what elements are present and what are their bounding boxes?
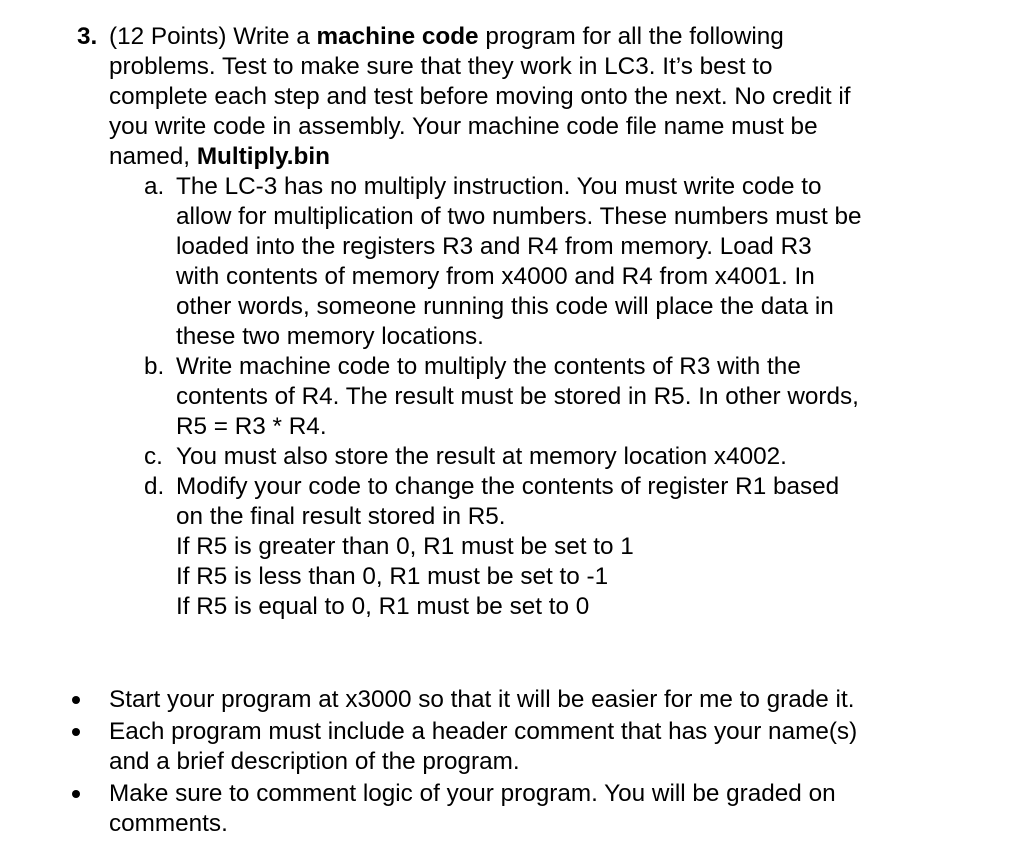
part-b-line: contents of R4. The result must be stored in R5. In other words, (176, 383, 859, 410)
part-a-line: these two memory locations. (176, 323, 484, 350)
part-b-line: Write machine code to multiply the contents of R3 with the (176, 353, 801, 380)
bullet-dot (72, 790, 80, 798)
bullet-line: Start your program at x3000 so that it will be easier for me to grade it. (109, 686, 855, 713)
part-c-marker: c. (144, 443, 163, 470)
part-a-line: with contents of memory from x4000 and R4 from x4001. In (176, 263, 815, 290)
bullet-dot (72, 696, 80, 704)
bullet-line: Each program must include a header comment that has your name(s) (109, 718, 858, 745)
part-a-line: The LC-3 has no multiply instruction. You must write code to (176, 173, 822, 200)
bullet-line: comments. (109, 810, 228, 837)
part-b-line: R5 = R3 * R4. (176, 413, 327, 440)
machine-code-emphasis: machine code (316, 23, 479, 50)
part-a-marker: a. (144, 173, 165, 200)
part-d-marker: d. (144, 473, 165, 500)
filename: Multiply.bin (196, 143, 330, 170)
part-d-line: If R5 is less than 0, R1 must be set to -1 (176, 563, 609, 590)
part-d-line: If R5 is greater than 0, R1 must be set to 1 (176, 533, 634, 560)
part-a-line: other words, someone running this code will place the data in (176, 293, 834, 320)
question-line: problems. Test to make sure that they work in LC3. It’s best to (109, 53, 773, 80)
bullet-line: Make sure to comment logic of your program. You will be graded on (109, 780, 836, 807)
question-line: you write code in assembly. Your machine code file name must be (109, 113, 818, 140)
part-d-line: Modify your code to change the contents of register R1 based (176, 473, 840, 500)
question-named-line (109, 142, 330, 172)
question-points-text: (12 Points) Write a (109, 23, 310, 50)
bullet-line: and a brief description of the program. (109, 748, 520, 775)
part-d-line: on the final result stored in R5. (176, 503, 506, 530)
part-b-marker: b. (144, 353, 165, 380)
part-c-line: You must also store the result at memory location x4002. (176, 443, 787, 470)
question-number: 3. (77, 23, 98, 50)
part-a-line: loaded into the registers R3 and R4 from memory. Load R3 (176, 233, 812, 260)
part-d-line: If R5 is equal to 0, R1 must be set to 0 (176, 593, 590, 620)
question-first-line (109, 22, 784, 52)
question-first-line-rest: program for all the following (485, 23, 784, 50)
named-prefix: named, (109, 143, 191, 170)
question-line: complete each step and test before moving onto the next. No credit if (109, 83, 851, 110)
bullet-dot (72, 728, 80, 736)
part-a-line: allow for multiplication of two numbers. These numbers must be (176, 203, 862, 230)
